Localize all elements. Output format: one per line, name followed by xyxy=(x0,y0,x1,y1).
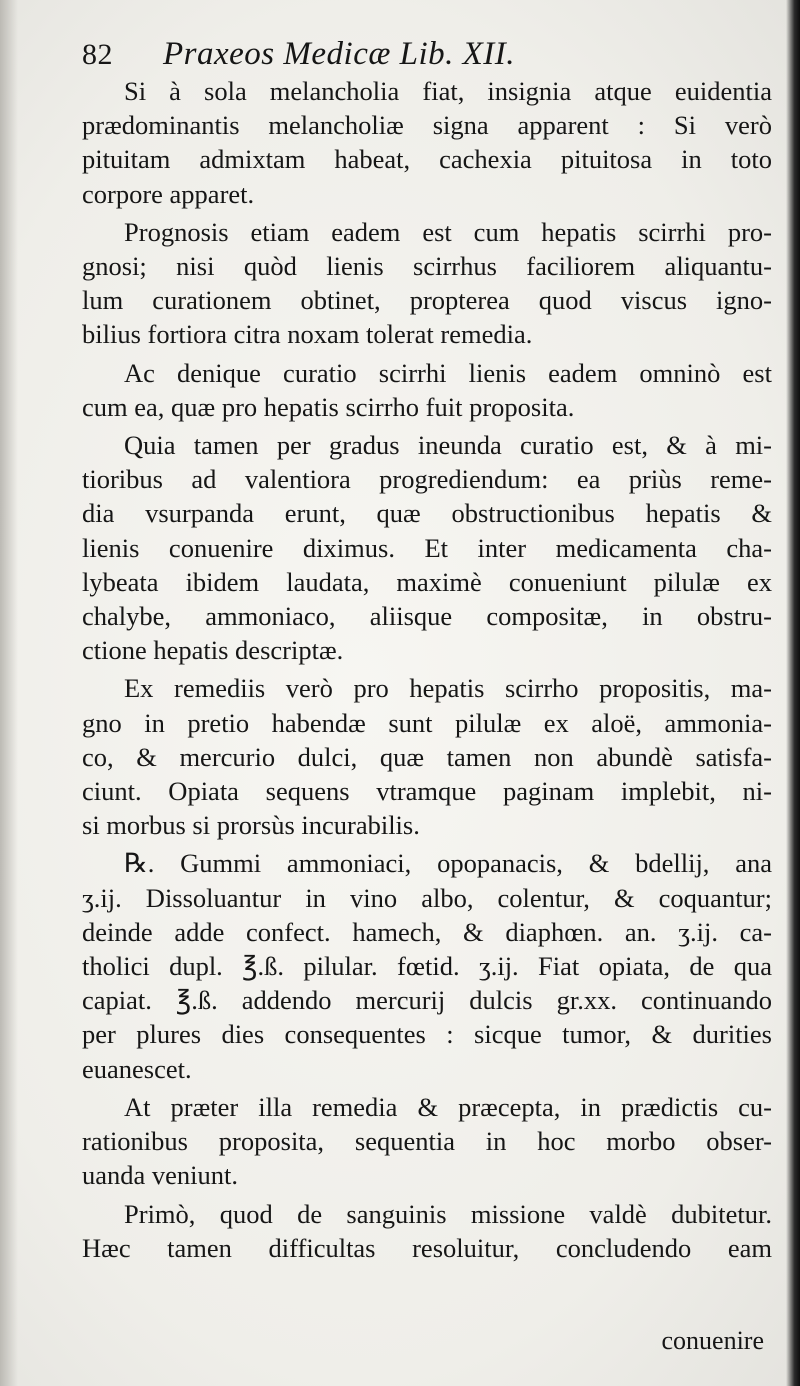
text-line: Si à sola melancholia fiat, insignia atque euidentia xyxy=(124,76,772,106)
text-line: ctione hepatis descriptæ. xyxy=(82,635,344,666)
text-line: cum ea, quæ pro hepatis scirrho fuit proposita. xyxy=(82,391,575,422)
text-line: Ac denique curatio scirrhi lienis eadem omninò est xyxy=(124,357,772,388)
running-title: Praxeos Medicæ Lib. XII. xyxy=(163,36,516,72)
catchword: conuenire xyxy=(661,1326,764,1355)
text-line: gnosi; nisi quòd lienis scirrhus faciliorem aliquantu- xyxy=(82,251,772,282)
text-line: per plures dies consequentes : sicque tumor, & durities xyxy=(82,1019,772,1050)
text-line: pituitam admixtam habeat, cachexia pituitosa in toto xyxy=(82,144,772,175)
paragraph xyxy=(82,74,772,211)
text-line: lybeata ibidem laudata, maximè conueniunt pilulæ ex xyxy=(82,566,772,597)
text-line: prædominantis melancholiæ signa apparent : Si verò xyxy=(82,110,772,141)
page-edge xyxy=(786,0,800,1386)
text-line: Prognosis etiam eadem est cum hepatis scirrhi pro- xyxy=(124,216,772,247)
paragraph xyxy=(82,356,772,424)
text-line: rationibus proposita, sequentia in hoc morbo obser- xyxy=(82,1126,772,1157)
text-line: ciunt. Opiata sequens vtramque paginam implebit, ni- xyxy=(82,776,772,807)
text-line: ʒ.ij. Dissoluantur in vino albo, colentur, & coquantur; xyxy=(82,882,772,913)
paragraph xyxy=(82,428,772,667)
text-line: ℞. Gummi ammoniaci, opopanacis, & bdellij, ana xyxy=(124,848,772,879)
text-line: bilius fortiora citra noxam tolerat remedia. xyxy=(82,319,533,350)
text-line: tioribus ad valentiora progrediendum: ea priùs reme- xyxy=(82,464,772,495)
text-line: capiat. ℥.ß. addendo mercurij dulcis gr.xx. continuando xyxy=(82,985,772,1016)
text-line: At præter illa remedia & præcepta, in prædictis cu- xyxy=(124,1091,772,1122)
text-line: deinde adde confect. hamech, & diaphœn. an. ʒ.ij. ca- xyxy=(82,916,772,947)
text-line: uanda veniunt. xyxy=(82,1160,239,1191)
paragraph xyxy=(82,671,772,842)
text-line: lum curationem obtinet, propterea quod viscus igno- xyxy=(82,285,772,316)
text-line: euanescet. xyxy=(82,1053,192,1084)
page-number: 82 xyxy=(82,38,113,71)
text-line: Primò, quod de sanguinis missione valdè dubitetur. xyxy=(124,1198,772,1229)
body-text xyxy=(82,74,772,1269)
text-line: Hæc tamen difficultas resoluitur, concludendo eam xyxy=(82,1232,772,1263)
text-line: co, & mercurio dulci, quæ tamen non abundè satisfa- xyxy=(82,741,772,772)
paragraph xyxy=(82,1090,772,1193)
text-line: Quia tamen per gradus ineunda curatio est, & à mi- xyxy=(124,430,772,461)
text-line: chalybe, ammoniaco, aliisque compositæ, in obstru- xyxy=(82,601,772,632)
text-line: dia vsurpanda erunt, quæ obstructionibus hepatis & xyxy=(82,498,772,529)
text-line: lienis conuenire diximus. Et inter medicamenta cha- xyxy=(82,532,772,563)
text-line: si morbus si prorsùs incurabilis. xyxy=(82,810,420,841)
text-line: tholici dupl. ℥.ß. pilular. fœtid. ʒ.ij. Fiat opiata, de qua xyxy=(82,951,772,982)
paragraph xyxy=(82,215,772,352)
paragraph xyxy=(82,1197,772,1265)
text-line: Ex remediis verò pro hepatis scirrho propositis, ma- xyxy=(124,673,772,704)
gutter-shadow xyxy=(0,0,18,1386)
text-line: gno in pretio habendæ sunt pilulæ ex aloë, ammonia- xyxy=(82,707,772,738)
recipe-paragraph xyxy=(82,846,772,1085)
text-line: corpore apparet. xyxy=(82,178,255,209)
